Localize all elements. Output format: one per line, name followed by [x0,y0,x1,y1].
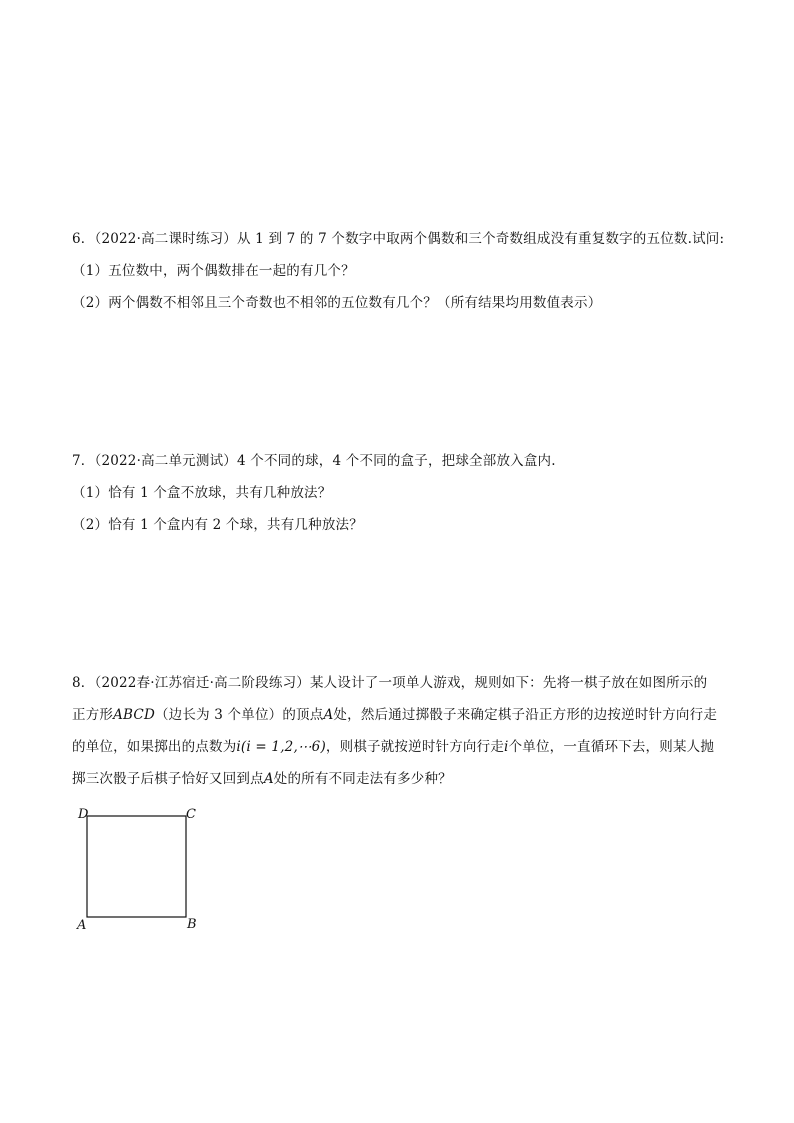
q7-part1: （1）恰有 1 个盒不放球，共有几种放法？ [72,485,332,501]
q8-line3 [72,737,732,757]
q8-line4-math: A [263,771,274,787]
label-c: C [186,807,196,822]
q8-line1: 8．（2022春·江苏宿迁·高二阶段练习）某人设计了一项单人游戏，规则如下：先将一棋子放在如图所示的 [72,675,708,691]
q8-line3-a: 的单位，如果掷出的点数为 [72,739,237,755]
q7-stem: 7．（2022·高二单元测试）4 个不同的球，4 个不同的盒子，把球全部放入盒内. [72,453,556,469]
q8-line3-math2: i [504,739,509,755]
q8-line4-a: 掷三次骰子后棋子恰好又回到点 [72,771,264,787]
label-a: A [77,918,87,933]
square-svg [74,804,204,934]
q8-line2-math: ABCD [113,707,155,723]
q8-line3-c: 个单位，一直循环下去，则某人抛 [508,739,715,755]
q6-stem: 6．（2022·高二课时练习）从 1 到 7 的 7 个数字中取两个偶数和三个奇数组成没有重复数字的五位数.试问: [72,231,725,247]
q8-line3-math: i(i = 1,2,⋯6) [236,739,326,755]
q8-line4-b: 处的所有不同走法有多少种？ [273,771,452,787]
q8-line2 [72,705,732,725]
q7-part2: （2）恰有 1 个盒内有 2 个球，共有几种放法？ [72,517,363,533]
square-abcd-figure [74,804,204,934]
q8-line2-c: 处，然后通过掷骰子来确定棋子沿正方形的边按逆时针方向行走 [333,707,718,723]
label-d: D [78,807,89,822]
label-b: B [187,917,197,932]
q8-line2-b: （边长为 3 个单位）的顶点 [154,707,324,723]
q8-line3-b: ，则棋子就按逆时针方向行走 [325,739,505,755]
q6-part1: （1）五位数中，两个偶数排在一起的有几个？ [72,263,355,279]
q6-part2: （2）两个偶数不相邻且三个奇数也不相邻的五位数有几个？（所有结果均用数值表示） [72,295,602,311]
square-outline [87,816,186,917]
q8-line4 [72,769,732,789]
q8-line2-a: 正方形 [72,707,114,723]
q8-line2-math2: A [323,707,334,723]
